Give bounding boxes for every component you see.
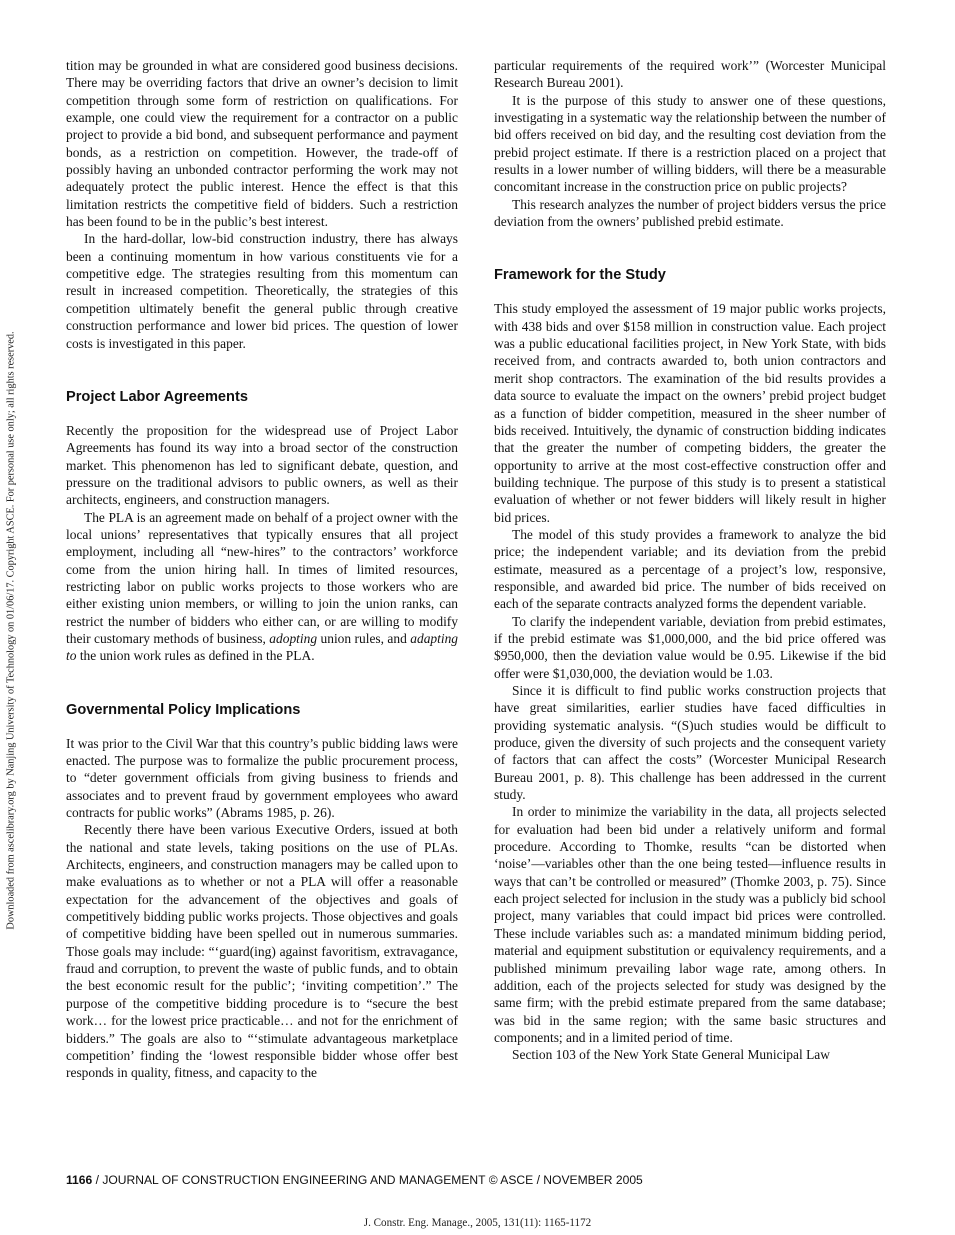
section-heading-framework: Framework for the Study xyxy=(494,267,666,284)
paragraph: It is the purpose of this study to answer one of these questions, investigating in a systematic way the relationship between the number of bid offers received on bid day, and the resulting cost deviation from the prebid project estimate. If there is a restriction placed on a project that results in a lower number of willing bidders, will there be a measurable concomitant increase in the construction price on public projects? xyxy=(494,92,886,195)
paragraph: tition may be grounded in what are considered good business decisions. There may be overriding factors that drive an owner’s decision to limit competition through some form of restriction on qualifications. For example, one could view the requirement for a contractor on a public project to provide a bid bond, and subsequent performance and payment bonds, as a restriction on competition. However, the trade-off of possibly having an unbonded contractor performing the work may not adequately protect the public interest. Hence the effect is that this limitation restricts the competitive field of bidders. Such a restriction has been found to be in the public’s best interest. xyxy=(66,58,458,230)
paragraph: particular requirements of the required work’” (Worcester Municipal Research Bureau 2001). xyxy=(494,58,886,91)
right-column xyxy=(494,57,886,1064)
section-heading-project-labor-agreements: Project Labor Agreements xyxy=(66,388,248,405)
paragraph: Section 103 of the New York State General Municipal Law xyxy=(512,1047,830,1063)
download-notice: Downloaded from ascelibrary.org by Nanjing University of Technology on 01/06/17. Copyright ASCE. For personal use only; all rights reserved. xyxy=(5,330,17,930)
page-footer xyxy=(66,1173,643,1187)
section-heading-governmental-policy: Governmental Policy Implications xyxy=(66,701,301,718)
paragraph: In the hard-dollar, low-bid construction industry, there has always been a continuing momentum in how various constituents vie for a competitive edge. The strategies resulting from this momentum can result in increased competition. Theoretically, the strategies of this competition ultimately benefit the general public through creative construction performance and lower bid prices. The question of lower costs is investigated in this paper. xyxy=(66,231,458,351)
emphasis: adopting xyxy=(269,630,318,646)
page-number: 1166 xyxy=(66,1173,93,1187)
paragraph: To clarify the independent variable, deviation from prebid estimates, if the prebid estimate was $1,000,000, and the bid price offered was $950,000, then the deviation value would be 0.95. Likewise if the bid offer were $1,030,000, the deviation would be 1.03. xyxy=(494,613,886,681)
paragraph: Since it is difficult to find public works construction projects that have great similarities, earlier studies have faced difficulties in providing systematic analysis. “(S)uch studies would be difficult to produce, given the diversity of such projects and the consequent variety of factors that can affect the costs” (Worcester Municipal Research Bureau 2001, p. 8). This challenge has been addressed in the current study. xyxy=(494,683,886,803)
download-watermark xyxy=(2,250,20,1010)
paragraph: The model of this study provides a framework to analyze the bid price; the independent variable; and its deviation from the prebid estimate, measured as a percentage of a project’s low, responsive, responsible, and awarded bid price. The number of bids received on each of the separate contracts analyzed forms the dependent variable. xyxy=(494,526,886,612)
paragraph: This study employed the assessment of 19 major public works projects, with 438 bids and over $158 million in construction value. Each project was a public educational facilities project, in New York State, with bids received from, and contracts awarded to, both union contractors and merit shop contractors. The examination of the bid results provides a data source to evaluate the impact on the owners’ prebid project budget as a function of bidder competition, measured in the sheer number of bids received. Intuitively, the dynamic of construction bidding indicates that the greater the number of competing bidders, the greater the opportunity to arrive at the most cost-effective construction offer and building technique. The purpose of this study is to present a statistical evaluation of whether or not fewer bidders will likely result in higher bid prices. xyxy=(494,301,886,525)
citation-line: J. Constr. Eng. Manage., 2005, 131(11): 1165-1172 xyxy=(363,1217,592,1229)
paragraph: It was prior to the Civil War that this country’s public bidding laws were enacted. The purpose was to formalize the public procurement process, to “deter government officials from giving business to friends and associates and to prevent fraud by government employees who award contracts for public works” (Abrams 1985, p. 26). xyxy=(66,735,458,821)
journal-line: / JOURNAL OF CONSTRUCTION ENGINEERING AND MANAGEMENT © ASCE / NOVEMBER 2005 xyxy=(92,1173,643,1187)
paragraph: In order to minimize the variability in the data, all projects selected for evaluation had been bid under a relatively uniform and formal procedure. According to Thomke, results “can be distorted when ‘noise’—variables other than the one being tested—influence results in ways that can’t be controlled or measured” (Thomke 2003, p. 75). Since each project selected for inclusion in the study was a publicly bid school project, many variables that could impact bid prices were controlled. These include variables such as: a mandated minimum bidding period, material and equipment substitution or equivalency requirements, and a published minimum prevailing labor wage rate, among others. In addition, each of the projects selected for study was designed by the same firm; with the prebid estimate prepared from the same database; was bid in the same region; with the same basic structures and components; and in a limited period of time. xyxy=(494,804,886,1045)
emphasis: adapting to xyxy=(66,630,459,664)
paragraph: Recently the proposition for the widespread use of Project Labor Agreements has found its way into a broad sector of the construction market. This phenomenon has led to significant debate, question, and pressure on the traditional advisors to public owners, as well as their architects, engineers, and construction managers. xyxy=(66,422,458,508)
paragraph: Recently there have been various Executive Orders, issued at both the national and state levels, taking positions on the use of PLAs. Architects, engineers, and construction managers may be called upon to make evaluations as to whether or not a PLA will offer a reasonable expectation for the advancement of the objectives and goals of competitively bidding public works projects. Those objectives and goals of competitive bidding have been spelled out in numerous summaries. Those goals may include: “‘guard(ing) against favoritism, extravagance, fraud and corruption, to prevent the waste of public funds, and to obtain the best economic result for the public’; ‘inviting competition’.” The purpose of the competitive bidding procedure is to “secure the best work… for the lowest price practicable… and not for the enrichment of bidders.” The goals are also to “‘stimulate advantageous marketplace competition’ finding the ‘lowest responsible bidder whose offer best responds in quality, fitness, and capacity to the xyxy=(66,822,458,1081)
left-column xyxy=(66,57,458,1082)
paragraph: This research analyzes the number of project bidders versus the price deviation from the owners’ published prebid estimate. xyxy=(494,196,886,230)
paragraph: The PLA is an agreement made on behalf of a project owner with the local unions’ representatives that typically ensures that all project employment, including all “new-hires” to the contractors’ workforce come from the union hiring hall. In times of limited resources, restricting labor on public works projects to those workers who are either existing union members, or willing to join the union ranks, can restrict the number of bidders who either can, or are willing to modify their customary methods of business, adopting union rules, and adapting to the union work rules as defined in the PLA. xyxy=(66,509,459,664)
